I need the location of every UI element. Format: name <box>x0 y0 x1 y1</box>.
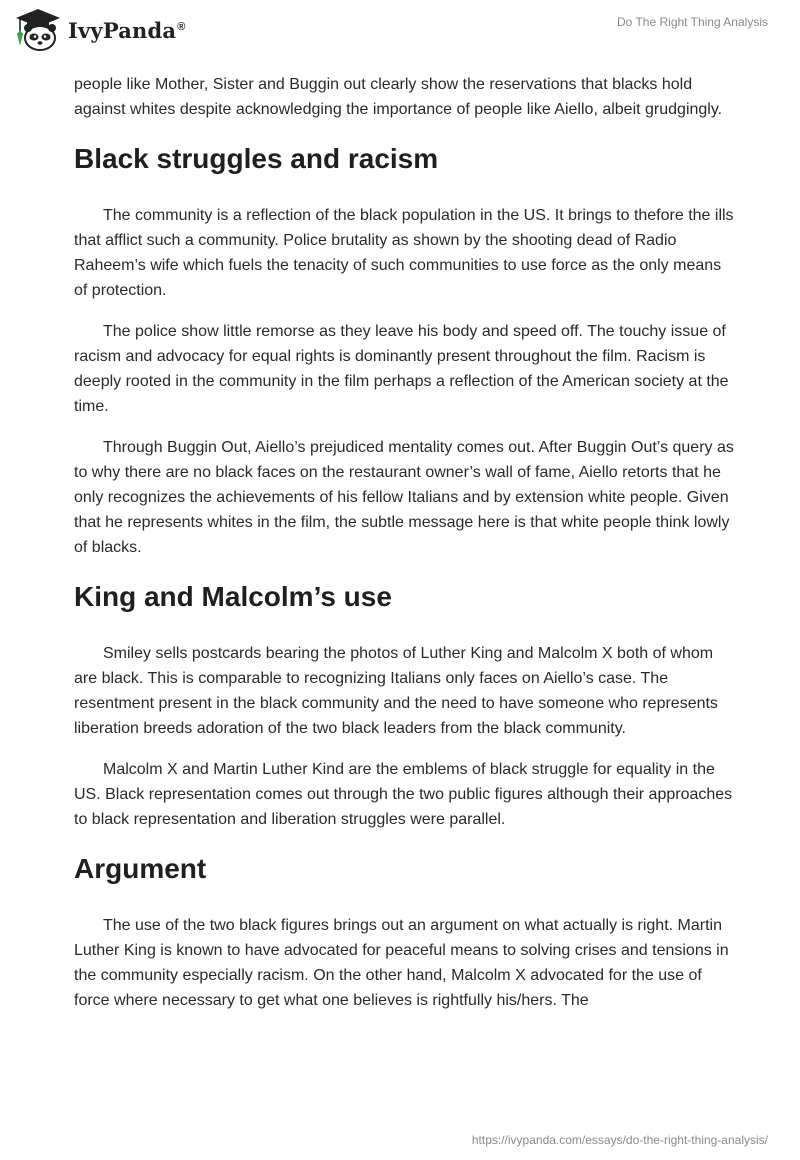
paragraph: The use of the two black figures brings out an argument on what actually is right. Martin Luther King is known to have advocated for peaceful means to solving crises and tensions in the community especially racism. On the other hand, Malcolm X advocated for the use of force where necessary to get what one believes is rightfully his/hers. The <box>74 917 729 1009</box>
section-heading-king-malcolm: King and Malcolm’s use <box>74 581 392 612</box>
intro-paragraph: people like Mother, Sister and Buggin out clearly show the reservations that blacks hold against whites despite acknowledging the importance of people like Aiello, albeit grudgingly. <box>74 76 723 118</box>
essay-content <box>74 72 734 1029</box>
paragraph: Smiley sells postcards bearing the photos of Luther King and Malcolm X both of whom are black. This is comparable to recognizing Italians only faces on Aiello’s case. The resentment present in the black community and the need to have someone who represents liberation breeds adoration of the two black leaders from the black community. <box>74 645 718 737</box>
ivypanda-logo[interactable] <box>14 8 186 52</box>
paragraph: Malcolm X and Martin Luther Kind are the emblems of black struggle for equality in the US. Black representation comes out through the two public figures although their approaches to black representation and liberation struggles were parallel. <box>74 761 733 828</box>
paragraph: Through Buggin Out, Aiello’s prejudiced mentality comes out. After Buggin Out’s query as to why there are no black faces on the restaurant owner’s wall of fame, Aiello retorts that he only recognizes the achievements of his fellow Italians and by extension white people. Given that he represents whites in the film, the subtle message here is that white people think lowly of blacks. <box>74 439 734 556</box>
panda-graduation-icon <box>14 8 62 52</box>
footer-url[interactable]: https://ivypanda.com/essays/do-the-right-thing-analysis/ <box>471 1133 768 1147</box>
registered-mark: ® <box>177 20 186 33</box>
logo-text: IvyPanda® <box>68 17 186 43</box>
document-title: Do The Right Thing Analysis <box>617 15 768 29</box>
paragraph: The police show little remorse as they leave his body and speed off. The touchy issue of racism and advocacy for equal rights is dominantly present throughout the film. Racism is deeply rooted in the community in the film perhaps a reflection of the American society at the time. <box>74 323 729 415</box>
page-header <box>0 0 800 64</box>
paragraph: The community is a reflection of the black population in the US. It brings to thefore the ills that afflict such a community. Police brutality as shown by the shooting dead of Radio Raheem’s wife which fuels the tenacity of such communities to use force as the only means of protection. <box>74 207 734 299</box>
section-heading-black-struggles: Black struggles and racism <box>74 143 439 174</box>
section-heading-argument: Argument <box>74 853 207 884</box>
